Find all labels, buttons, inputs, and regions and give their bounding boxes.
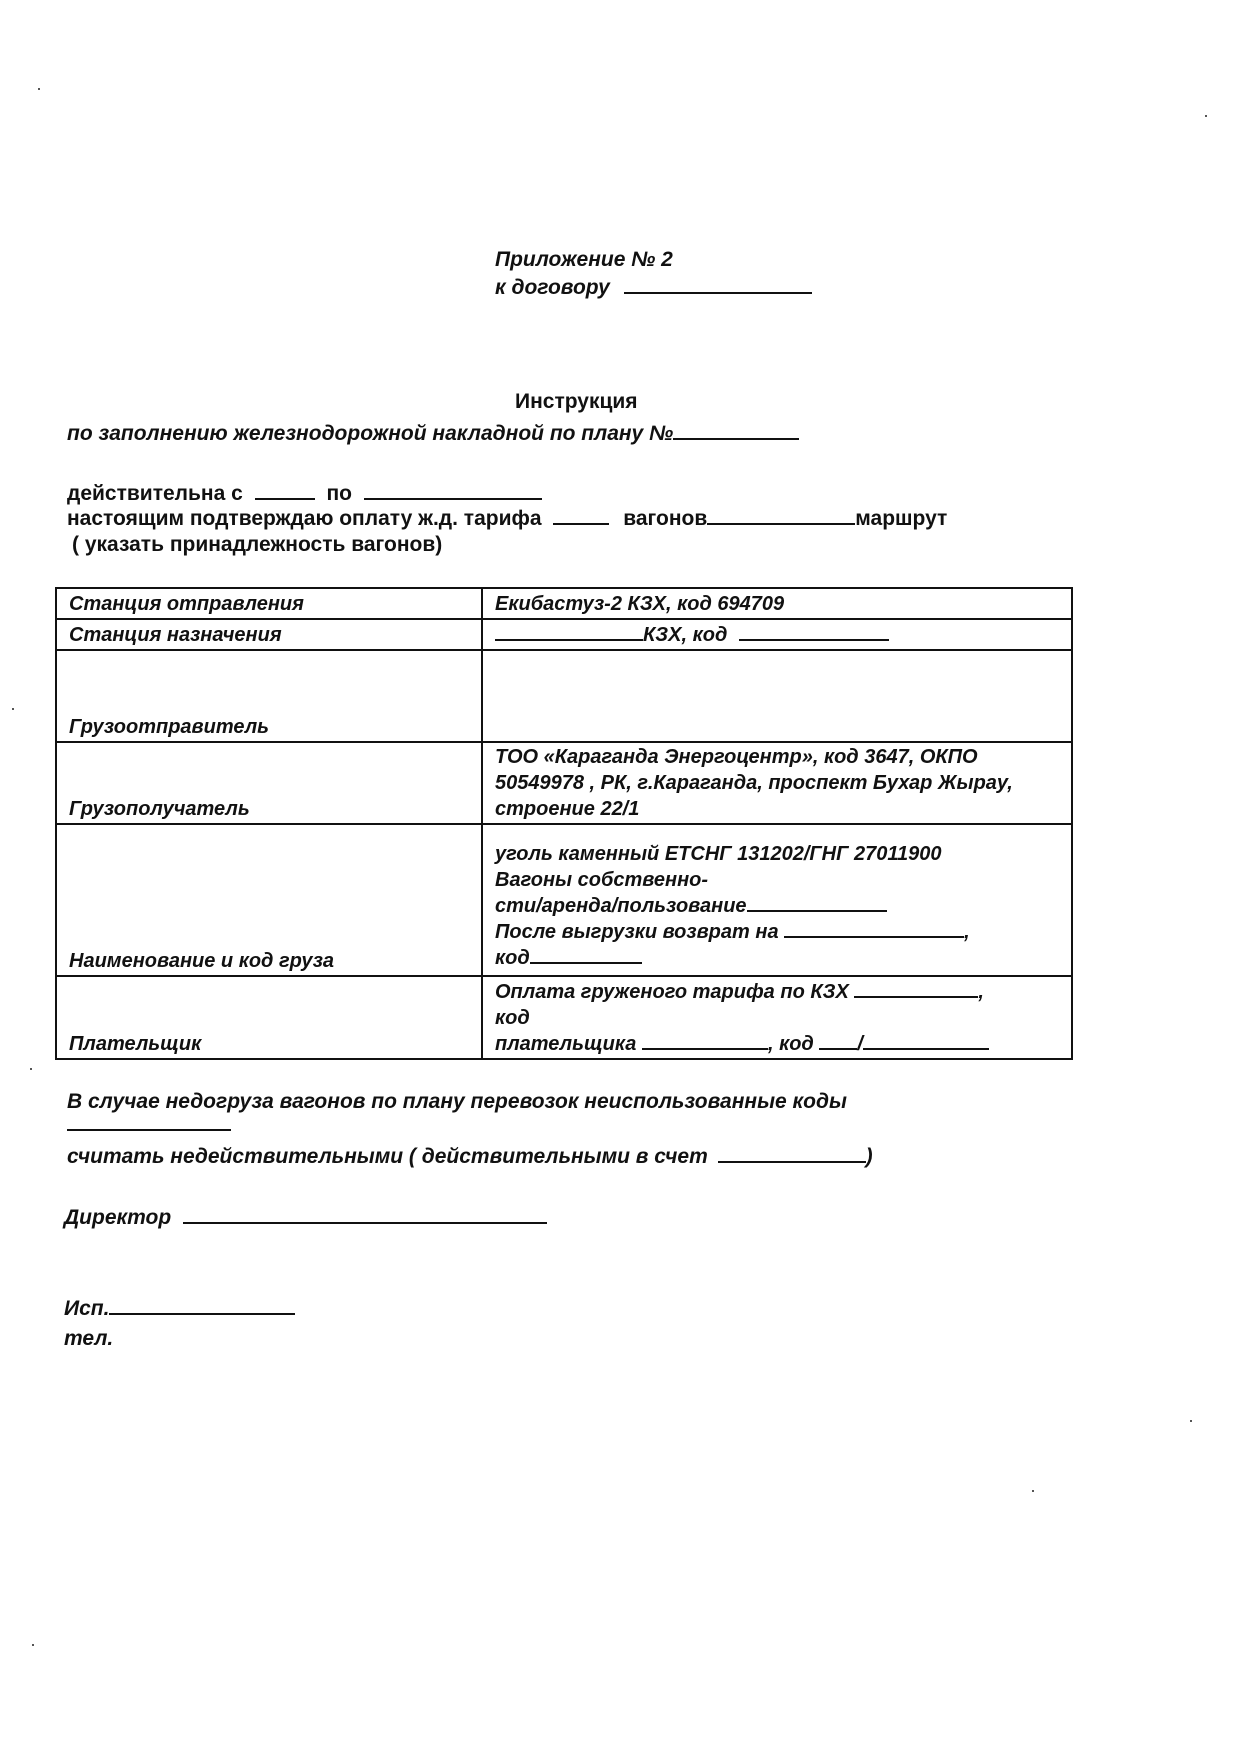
row-label-payer: Плательщик: [56, 976, 482, 1059]
wagons-blank[interactable]: [707, 522, 855, 525]
return-code-blank[interactable]: [530, 961, 642, 964]
validity-from-blank[interactable]: [255, 497, 315, 500]
scan-speck: [32, 1644, 34, 1646]
table-row: [56, 824, 1072, 976]
payment-confirm-text: настоящим подтверждаю оплату ж.д. тарифа: [67, 507, 542, 530]
row-label-cargo: Наименование и код груза: [56, 824, 482, 976]
row-label-consignee: Грузополучатель: [56, 742, 482, 824]
underload-account-blank[interactable]: [718, 1160, 866, 1163]
payer-line-3: [495, 1031, 1061, 1057]
scan-speck: [30, 1068, 32, 1070]
return-station-blank[interactable]: [784, 935, 964, 938]
payer-code-label: , код: [767, 1033, 814, 1055]
row-label-shipper: Грузоотправитель: [56, 650, 482, 742]
director-label: Директор: [64, 1206, 172, 1229]
payer-code-3-blank[interactable]: [863, 1047, 989, 1050]
table-row: [56, 650, 1072, 742]
table-row: [56, 588, 1072, 619]
instruction-subtitle-text: по заполнению железнодорожной накладной по плану №: [67, 422, 674, 445]
scan-speck: [38, 88, 40, 90]
payer-line-1: Оплата груженого тарифа по КЗХ ,: [495, 981, 984, 1003]
instruction-subtitle: [67, 422, 799, 446]
wagon-ownership-blank[interactable]: [747, 909, 887, 912]
payment-confirm-line: [67, 507, 947, 531]
underload-codes-blank[interactable]: [67, 1128, 231, 1131]
executor-blank[interactable]: [109, 1312, 295, 1315]
tariff-wagons-count-blank[interactable]: [553, 522, 609, 525]
executor-line: [64, 1297, 295, 1321]
row-label-departure-station: Станция отправления: [56, 588, 482, 619]
payer-slash: /: [857, 1033, 863, 1055]
scan-speck: [1190, 1420, 1192, 1422]
tariff-kzh-blank[interactable]: [854, 995, 978, 998]
contract-label-text: к договору: [495, 276, 610, 299]
scan-speck: [1205, 115, 1207, 117]
underload-line-2: считать недействительными ( действительными в счет ): [67, 1145, 873, 1168]
payer-line-3-text: плательщика: [495, 1033, 637, 1055]
scan-speck: [12, 708, 14, 710]
route-label: маршрут: [855, 507, 948, 530]
underload-line-2-text: считать недействительными ( действительными в счет: [67, 1145, 708, 1168]
ownership-note: ( указать принадлежность вагонов): [72, 533, 443, 556]
director-signature-blank[interactable]: [183, 1221, 547, 1224]
instruction-title: Инструкция: [515, 390, 638, 413]
destination-code-blank[interactable]: [739, 638, 889, 641]
phone-label: тел.: [64, 1327, 114, 1350]
table-row: [56, 619, 1072, 650]
table-row: [56, 976, 1072, 1059]
scan-speck: [1032, 1490, 1034, 1492]
validity-from-label: действительна с: [67, 482, 243, 505]
payer-line-1-text: Оплата груженого тарифа по КЗХ: [495, 981, 849, 1003]
cargo-line-4-text: После выгрузки возврат на: [495, 921, 779, 943]
cargo-line-4: После выгрузки возврат на ,: [495, 921, 970, 943]
director-line: [64, 1206, 547, 1230]
waybill-table: [55, 587, 1073, 1060]
plan-number-blank[interactable]: [673, 437, 799, 440]
contract-number-blank[interactable]: [624, 291, 812, 294]
validity-to-label: по: [326, 482, 352, 505]
row-value-cargo: [482, 824, 1072, 976]
cargo-line-1: уголь каменный ЕТСНГ 131202/ГНГ 27011900: [495, 843, 942, 865]
row-value-shipper[interactable]: [482, 650, 1072, 742]
validity-line: [67, 482, 542, 506]
wagons-label: вагонов: [623, 507, 708, 530]
cargo-line-3-text: сти/аренда/пользование: [495, 895, 747, 917]
row-label-destination-station: Станция назначения: [56, 619, 482, 650]
executor-label: Исп.: [64, 1297, 110, 1320]
cargo-line-5-text: код: [495, 947, 530, 969]
payer-line-2: код: [495, 1007, 530, 1029]
payer-code-blank[interactable]: [642, 1047, 768, 1050]
cargo-line-2: Вагоны собственно-: [495, 869, 709, 891]
row-value-consignee: ТОО «Караганда Энергоцентр», код 3647, ОКПО 50549978 , РК, г.Караганда, проспект Бухар Жыpay, строение 22/1: [482, 742, 1072, 824]
row-value-payer: [482, 976, 1072, 1059]
row-value-destination-station: [482, 619, 1072, 650]
destination-suffix: КЗХ, код: [643, 624, 728, 646]
table-row: [56, 742, 1072, 824]
destination-station-blank[interactable]: [495, 638, 643, 641]
underload-line-1: В случае недогруза вагонов по плану перевозок неиспользованные коды: [67, 1090, 847, 1113]
validity-to-blank[interactable]: [364, 497, 542, 500]
cargo-line-5: [495, 945, 1061, 971]
appendix-label: Приложение № 2: [495, 248, 673, 271]
contract-label: [495, 276, 812, 300]
payer-code-2-blank[interactable]: [819, 1047, 857, 1050]
row-value-departure-station: Екибастуз-2 КЗХ, код 694709: [482, 588, 1072, 619]
cargo-line-3: [495, 893, 1061, 919]
